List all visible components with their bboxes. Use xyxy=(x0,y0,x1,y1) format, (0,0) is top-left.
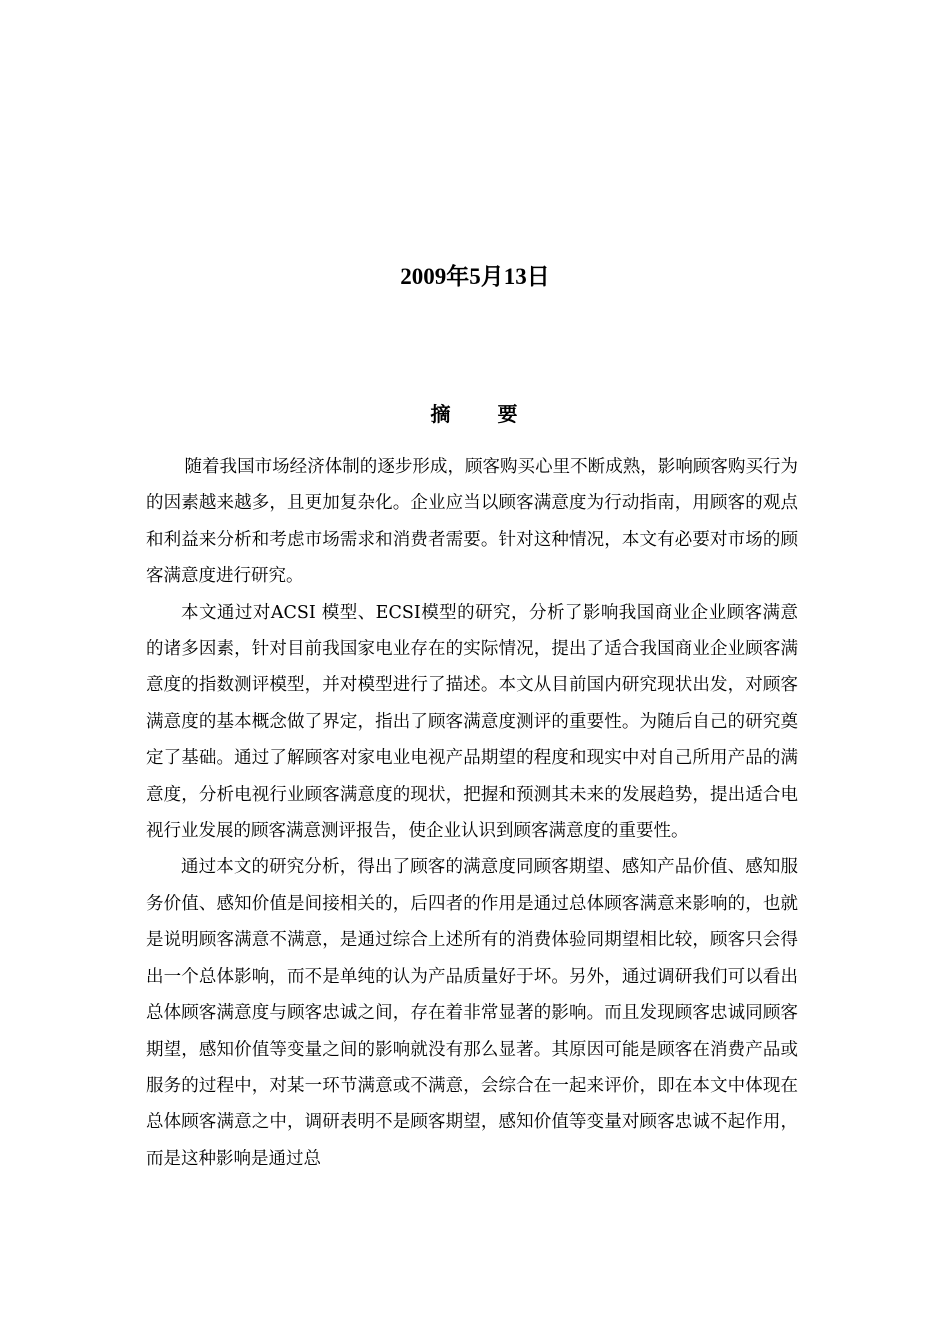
abstract-heading: 摘 要 xyxy=(430,402,538,426)
abstract-paragraph-1: 随着我国市场经济体制的逐步形成，顾客购买心里不断成熟，影响顾客购买行为的因素越来越多，且更加复杂化。企业应当以顾客满意度为行动指南，用顾客的观点和利益来分析和考虑市场需求和消费者需要。针对这种情况，本文有必要对市场的顾客满意度进行研究。 xyxy=(146,457,798,587)
abstract-body xyxy=(146,449,798,1177)
abstract-paragraph-2: 本文通过对ACSI 模型、ECSI模型的研究，分析了影响我国商业企业顾客满意的诸多因素，针对目前我国家电业存在的实际情况，提出了适合我国商业企业顾客满意度的指数测评模型，并对模型进行了描述。本文从目前国内研究现状出发，对顾客满意度的基本概念做了界定，指出了顾客满意度测评的重要性。为随后自己的研究奠定了基础。通过了解顾客对家电业电视产品期望的程度和现实中对自己所用产品的满意度，分析电视行业顾客满意度的现状，把握和预测其未来的发展趋势，提出适合电视行业发展的顾客满意测评报告，使企业认识到顾客满意度的重要性。 xyxy=(146,602,798,842)
document-date: 2009年5月13日 xyxy=(400,264,550,289)
abstract-paragraph-3: 通过本文的研究分析，得出了顾客的满意度同顾客期望、感知产品价值、感知服务价值、感知价值是间接相关的，后四者的作用是通过总体顾客满意来影响的，也就是说明顾客满意不满意，是通过综合上述所有的消费体验同期望相比较，顾客只会得出一个总体影响，而不是单纯的认为产品质量好于坏。另外，通过调研我们可以看出总体顾客满意度与顾客忠诚之间，存在着非常显著的影响。而且发现顾客忠诚同顾客期望，感知价值等变量之间的影响就没有那么显著。其原因可能是顾客在消费产品或服务的过程中，对某一环节满意或不满意，会综合在一起来评价，即在本文中体现在总体顾客满意之中，调研表明不是顾客期望，感知价值等变量对顾客忠诚不起作用，而是这种影响是通过总 xyxy=(146,857,798,1169)
